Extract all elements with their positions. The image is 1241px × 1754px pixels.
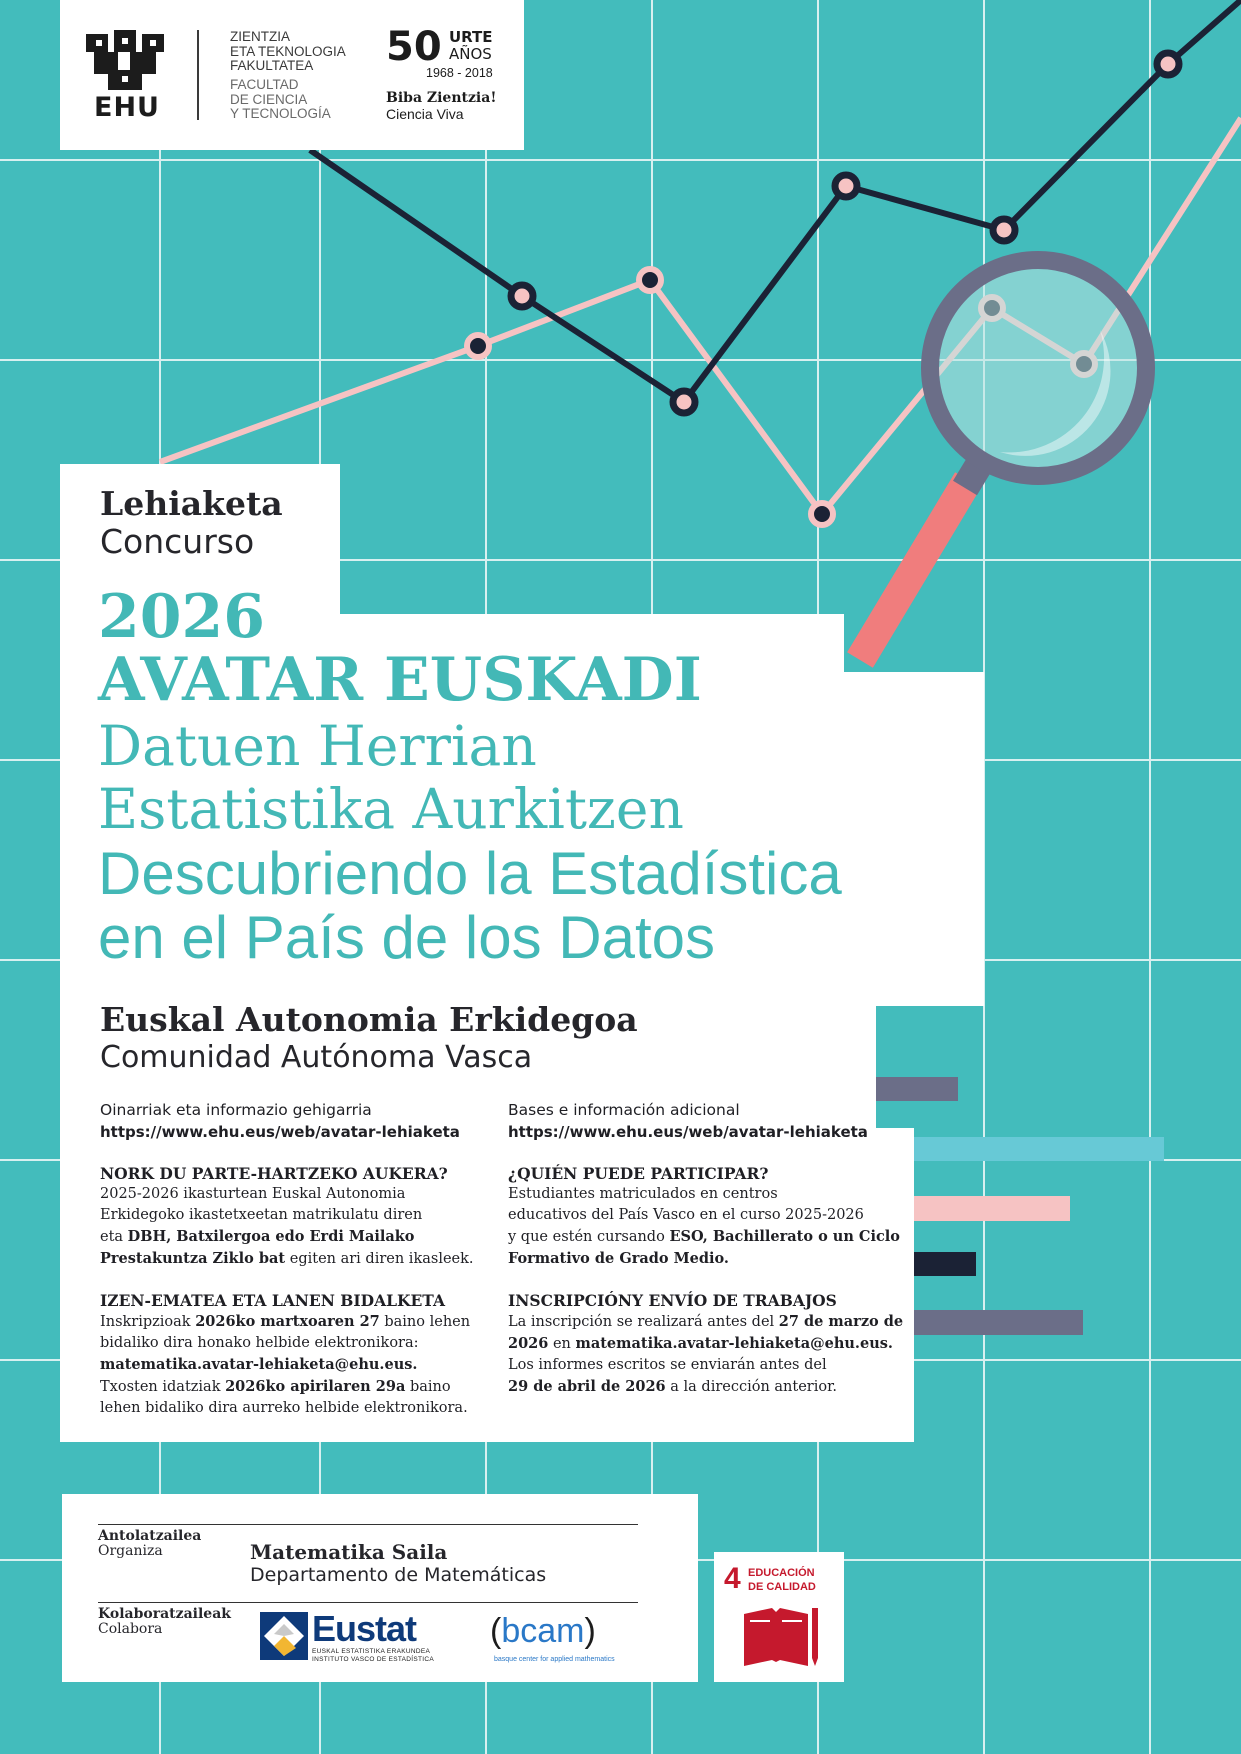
anniversary-label-es: AÑOS: [449, 45, 492, 63]
who-heading-es: ¿QUIÉN PUEDE PARTICIPAR?: [508, 1164, 769, 1183]
registration-line-1-eu: Inskripzioak 2026ko martxoaren 27 baino lehen: [100, 1313, 471, 1330]
eustat-subtitle-es: INSTITUTO VASCO DE ESTADÍSTICA: [312, 1656, 435, 1663]
contest-name: AVATAR EUSKADI: [98, 645, 702, 715]
info-column-es: [508, 1100, 908, 1398]
who-line-3-es: y que estén cursando ESO, Bachillerato o un Ciclo: [508, 1228, 900, 1245]
who-heading-eu: NORK DU PARTE-HARTZEKO AUKERA?: [100, 1164, 448, 1183]
kicker-eu: Lehiaketa: [100, 484, 283, 523]
bcam-subtitle: basque center for applied mathematics: [494, 1656, 615, 1663]
ehu-emblem-icon: [86, 30, 168, 92]
contest-year: 2026: [98, 582, 265, 652]
subtitle-eu-line-2: Estatistika Aurkitzen: [98, 777, 684, 841]
kicker-es: Concurso: [100, 522, 255, 561]
organizer-label-es: Organiza: [98, 1543, 163, 1559]
subtitle-es-line-2: en el País de los Datos: [98, 904, 716, 971]
info-url-eu[interactable]: https://www.ehu.eus/web/avatar-lehiaketa: [100, 1123, 460, 1141]
slogan-eu: Biba Zientzia!: [386, 90, 497, 106]
eustat-emblem-icon: [260, 1612, 308, 1660]
who-line-2-es: educativos del País Vasco en el curso 2025-2026: [508, 1207, 864, 1223]
anniversary-range: 1968 - 2018: [426, 66, 493, 80]
slogan-es: Ciencia Viva: [386, 106, 464, 122]
footer-rule-mid: [98, 1602, 638, 1603]
info-url-es[interactable]: https://www.ehu.eus/web/avatar-lehiaketa: [508, 1123, 868, 1141]
subtitle-es-line-1: Descubriendo la Estadística: [98, 840, 842, 907]
sdg-label: EDUCACIÓN DE CALIDAD: [748, 1567, 816, 1593]
registration-line-3-es: Los informes escritos se enviarán antes del: [508, 1357, 827, 1373]
registration-line-1-es: La inscripción se realizará antes del 27 de marzo de: [508, 1313, 904, 1330]
footer-organizer-panel: [62, 1494, 698, 1682]
anniversary-number: 50: [386, 24, 442, 70]
registration-line-2-eu: bidaliko dira honako helbide elektronikora:: [100, 1335, 419, 1351]
registration-heading-eu: IZEN-EMATEA ETA LANEN BIDALKETA: [100, 1291, 446, 1310]
eustat-wordmark: Eustat: [312, 1608, 417, 1649]
collaborators-label-es: Colabora: [98, 1621, 163, 1637]
who-line-1-es: Estudiantes matriculados en centros: [508, 1186, 778, 1202]
who-line-1-eu: 2025-2026 ikasturtean Euskal Autonomia: [100, 1186, 406, 1202]
ehu-wordmark: EHU: [94, 92, 160, 123]
who-line-4-es: Formativo de Grado Medio.: [508, 1250, 729, 1267]
faculty-name-eu: ZIENTZIA ETA TEKNOLOGIA FAKULTATEA: [230, 29, 346, 73]
open-book-pencil-icon: [742, 1606, 820, 1668]
footer-rule-top: [98, 1524, 638, 1525]
region-es: Comunidad Autónoma Vasca: [100, 1040, 533, 1075]
anniversary-label-eu: URTE: [449, 28, 493, 46]
who-line-2-eu: Erkidegoko ikastetxeetan matrikulatu diren: [100, 1207, 423, 1223]
region-eu: Euskal Autonomia Erkidegoa: [100, 1000, 638, 1039]
info-column-eu: [100, 1100, 500, 1419]
eustat-subtitle-eu: EUSKAL ESTATISTIKA ERAKUNDEA: [312, 1648, 431, 1655]
registration-email-eu[interactable]: matematika.avatar-lehiaketa@ehu.eus.: [100, 1356, 418, 1373]
registration-line-5-eu: lehen bidaliko dira aurreko helbide elektronikora.: [100, 1400, 468, 1416]
who-line-3-eu: eta DBH, Batxilergoa edo Erdi Mailako: [100, 1228, 415, 1245]
bcam-logo: (bcam): [490, 1612, 596, 1650]
collaborators-label-eu: Kolaboratzaileak: [98, 1606, 231, 1622]
magnifier-handle: [860, 480, 968, 660]
who-line-4-eu: Prestakuntza Ziklo bat egiten ari diren ikasleek.: [100, 1250, 474, 1267]
header-logo-block: [60, 0, 524, 150]
department-es: Departamento de Matemáticas: [250, 1564, 547, 1586]
sdg-badge: [714, 1552, 844, 1682]
bcam-wordmark: bcam: [501, 1612, 585, 1650]
info-intro-eu: Oinarriak eta informazio gehigarria: [100, 1101, 372, 1119]
registration-line-4-es: 29 de abril de 2026 a la dirección anterior.: [508, 1378, 838, 1395]
faculty-name-es: FACULTAD DE CIENCIA Y TECNOLOGÍA: [230, 77, 331, 121]
registration-heading-es: INSCRIPCIÓNY ENVÍO DE TRABAJOS: [508, 1291, 837, 1310]
logo-divider: [197, 30, 199, 120]
magnifier-lens: [930, 260, 1146, 476]
registration-line-4-eu: Txosten idatziak 2026ko apirilaren 29a baino: [100, 1378, 451, 1395]
subtitle-eu-line-1: Datuen Herrian: [98, 714, 537, 778]
info-intro-es: Bases e información adicional: [508, 1101, 740, 1119]
organizer-label-eu: Antolatzailea: [98, 1528, 202, 1544]
sdg-number: 4: [724, 1562, 741, 1595]
department-eu: Matematika Saila: [250, 1540, 448, 1564]
registration-line-2-es: 2026 en matematika.avatar-lehiaketa@ehu.eus.: [508, 1335, 893, 1352]
